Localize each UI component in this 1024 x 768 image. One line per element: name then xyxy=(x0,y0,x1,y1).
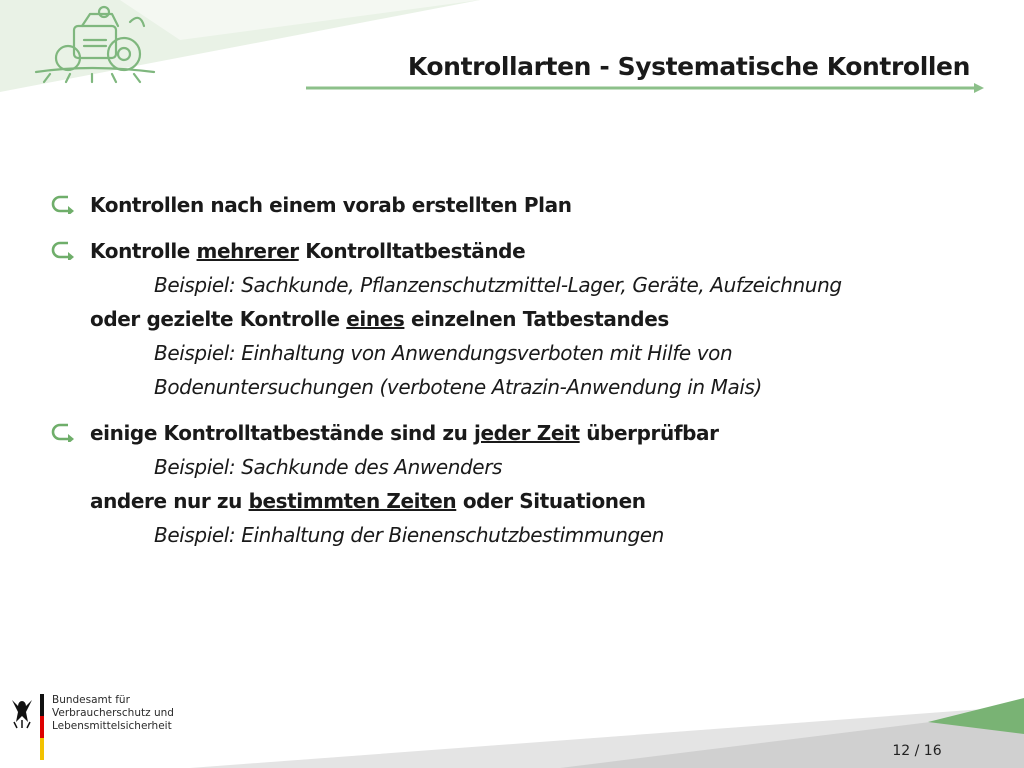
logo-line: Bundesamt für xyxy=(52,694,130,706)
agency-logo-text xyxy=(52,694,174,733)
page-number: 12 / 16 xyxy=(892,743,942,759)
title-arrow-icon xyxy=(974,83,984,93)
text-segment: oder gezielte Kontrolle xyxy=(90,307,347,331)
bullet-subheading xyxy=(90,484,980,518)
bullet-heading xyxy=(90,234,980,268)
slide-title: Kontrollarten - Systematische Kontrollen xyxy=(407,52,970,81)
flag-black xyxy=(40,694,44,716)
text-segment: einige Kontrolltatbestände sind zu xyxy=(90,421,475,445)
text-segment: überprüfbar xyxy=(579,421,719,445)
text-segment: Kontrolltatbestände xyxy=(298,239,526,263)
underlined-text: bestimmten Zeiten xyxy=(248,489,457,513)
flag-red xyxy=(40,716,44,738)
bullet-heading xyxy=(90,416,980,450)
example-text: Beispiel: Einhaltung von Anwendungsverboten mit Hilfe von xyxy=(154,341,733,365)
bullet-item-1 xyxy=(50,188,980,222)
eagle-logo-icon xyxy=(12,700,32,728)
bullet-text: Kontrollen nach einem vorab erstellten Plan xyxy=(90,193,572,217)
text-segment: Kontrolle xyxy=(90,239,197,263)
bullet-item-3 xyxy=(50,416,980,552)
text-segment: einzelnen Tatbestandes xyxy=(404,307,669,331)
hook-arrow-icon xyxy=(50,422,76,442)
hook-arrow-icon xyxy=(50,194,76,214)
text-segment: oder Situationen xyxy=(456,489,646,513)
example-text: Beispiel: Sachkunde des Anwenders xyxy=(154,455,503,479)
example-text: Beispiel: Einhaltung der Bienenschutzbestimmungen xyxy=(154,523,664,547)
underlined-text: mehrerer xyxy=(196,239,299,263)
bullet-item-2 xyxy=(50,234,980,404)
logo-line: Lebensmittelsicherheit xyxy=(52,720,172,732)
text-segment: andere nur zu xyxy=(90,489,249,513)
flag-gold xyxy=(40,738,44,760)
bullet-list xyxy=(50,188,980,564)
bullet-subheading xyxy=(90,302,980,336)
example-text: Bodenuntersuchungen (verbotene Atrazin-Anwendung in Mais) xyxy=(154,375,762,399)
hook-arrow-icon xyxy=(50,240,76,260)
underlined-text: jeder Zeit xyxy=(474,421,580,445)
example-text: Beispiel: Sachkunde, Pflanzenschutzmittel-Lager, Geräte, Aufzeichnung xyxy=(154,273,842,297)
underlined-text: eines xyxy=(346,307,405,331)
logo-line: Verbraucherschutz und xyxy=(52,707,174,719)
